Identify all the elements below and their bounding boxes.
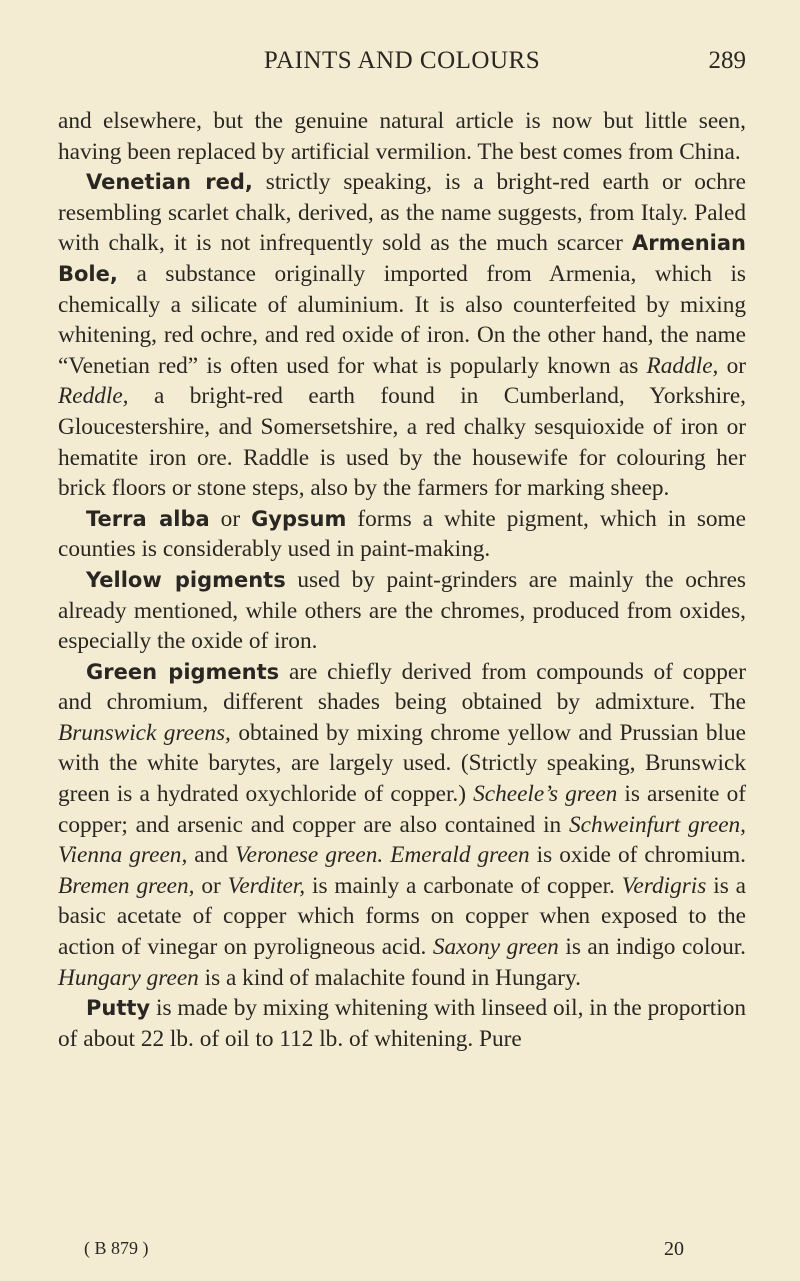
italic-term: Bremen green,: [58, 872, 195, 899]
text-run: is made by mixing whitening with linseed oil, in the proportion of about 22 lb. of oil to 112 lb. of whitening. Pure: [58, 995, 746, 1052]
bold-term: Venetian red,: [86, 170, 253, 195]
text-run: obtained by mixing chrome yellow and Prussian blue with the white barytes, are largely used. (Strictly speaking, Brunswick green is a hydrated oxychloride of copper.): [58, 719, 746, 808]
sheet-number: 20: [664, 1238, 684, 1260]
text-run: is arsenite of copper; and arsenic and copper are also contained in: [58, 781, 746, 838]
italic-term: Verditer,: [227, 872, 306, 899]
italic-term: Veronese green.: [234, 842, 384, 869]
text-run: and: [187, 842, 235, 869]
page-number: 289: [708, 47, 746, 74]
text-run: is a basic acetate of copper which forms on copper when exposed to the action of vinegar on pyroligneous acid.: [58, 872, 746, 961]
italic-term: Schweinfurt green,: [568, 811, 747, 838]
italic-term: Vienna green,: [58, 842, 188, 869]
text-run: and elsewhere, but the genuine natural article is now but little seen, having been replaced by artificial vermilion. The best comes from China.: [58, 108, 746, 165]
running-header: [58, 47, 746, 81]
text-run: is oxide of chromium.: [529, 842, 747, 869]
italic-term: Raddle,: [646, 352, 719, 379]
bold-term: Terra alba: [86, 506, 210, 531]
page-footer: [84, 1238, 684, 1264]
text-run: a bright-red earth found in Cumberland, Yorkshire, Gloucestershire, and Somersetshire, a red chalky sesquioxide of iron or hematite iron ore. Raddle is used by the housewife for colouring her brick floors or stone steps, also by the farmers for marking sheep.: [58, 383, 746, 502]
running-title: PAINTS AND COLOURS: [263, 47, 541, 74]
text-run: or: [718, 352, 746, 379]
body-text: [58, 106, 746, 1054]
italic-term: Hungary green: [58, 964, 199, 991]
signature-mark: ( B 879 ): [84, 1238, 149, 1258]
text-run: is mainly a carbonate of copper.: [305, 872, 622, 899]
paragraph: [58, 504, 746, 565]
bold-term: Yellow pigments: [86, 567, 286, 592]
text-run: or: [209, 505, 252, 532]
italic-term: Brunswick greens,: [58, 719, 231, 746]
italic-term: Verdigris: [621, 872, 707, 899]
text-run: is an indigo colour.: [558, 934, 747, 961]
italic-term: Saxony green: [432, 934, 559, 961]
italic-term: Emerald green: [390, 842, 530, 869]
bold-term: Green pigments: [86, 659, 280, 684]
paragraph: [58, 565, 746, 657]
paragraph: [58, 657, 746, 994]
paragraph: [58, 993, 746, 1054]
text-run: a substance originally imported from Armenia, which is chemically a silicate of aluminium. It is also counterfeited by mixing whitening, red ochre, and red oxide of iron. On the other hand, the name “Venetian red” is often used for what is popularly known as: [58, 260, 746, 379]
bold-term: Armenian Bole,: [58, 231, 746, 286]
text-run: forms a white pigment, which in some counties is considerably used in paint-making.: [58, 505, 747, 563]
bold-term: Putty: [86, 996, 151, 1021]
bold-term: Gypsum: [251, 506, 347, 531]
paragraph: [58, 106, 746, 167]
text-run: or: [194, 872, 228, 899]
text-run: is a kind of malachite found in Hungary.: [198, 964, 581, 991]
text-run: strictly speaking, is a bright-red earth or ochre resembling scarlet chalk, derived, as the name suggests, from Italy. Paled with chalk, it is not infrequently sold as the much scarcer: [58, 169, 746, 257]
italic-term: Scheele’s green: [473, 781, 618, 808]
text-run: used by paint-grinders are mainly the ochres already mentioned, while others are the chromes, produced from oxides, especially the oxide of iron.: [58, 566, 747, 655]
paragraph: [58, 167, 746, 504]
italic-term: Reddle,: [58, 383, 129, 410]
text-run: are chiefly derived from compounds of copper and chromium, different shades being obtained by admixture. The: [58, 658, 747, 716]
